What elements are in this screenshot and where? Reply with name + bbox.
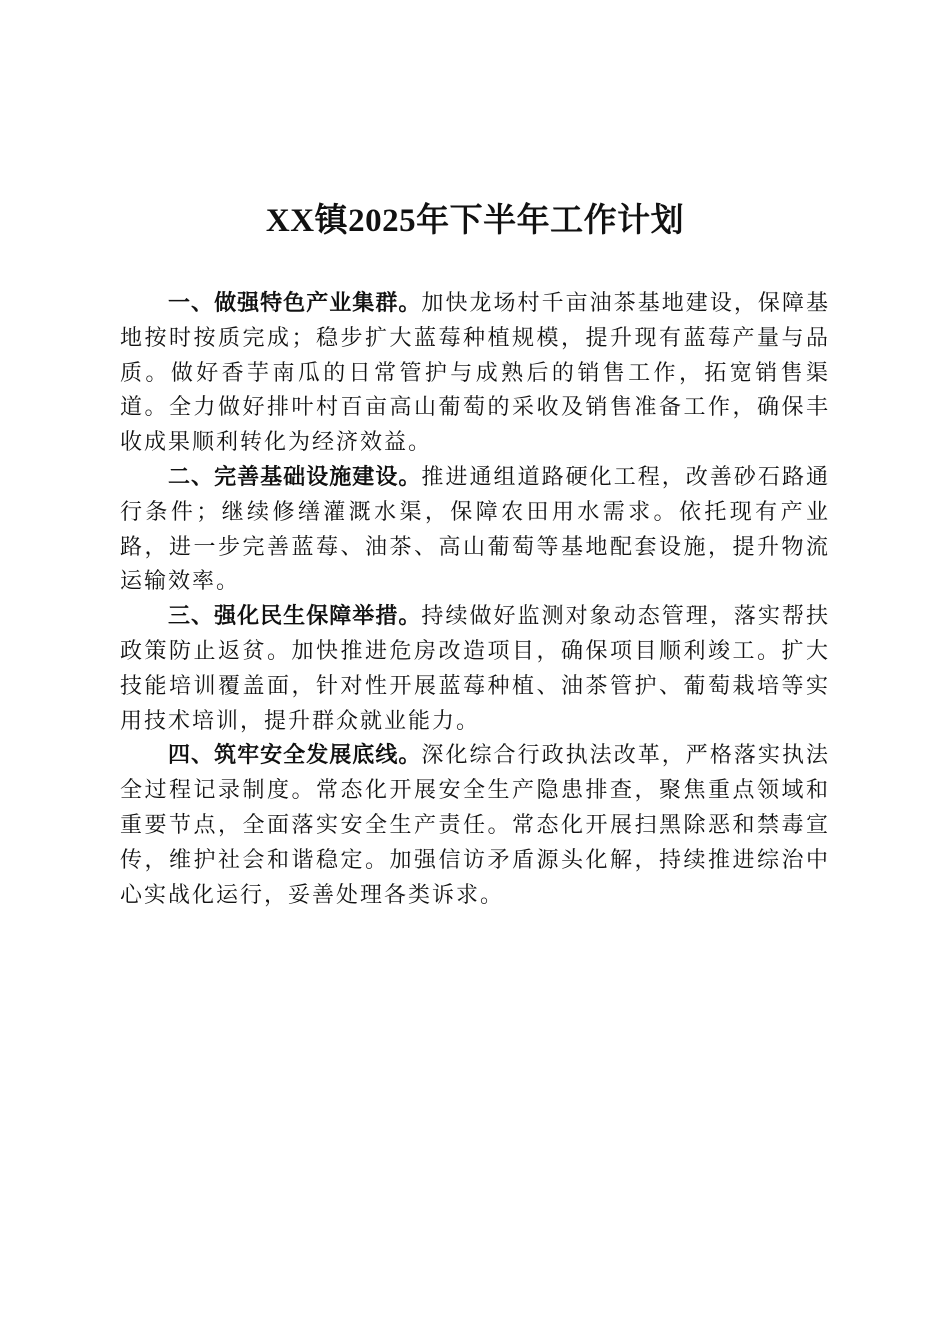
section-body: 加快龙场村千亩油茶基地建设，保障基地按时按质完成；稳步扩大蓝莓种植规模，提升现有蓝莓产量与品质。做好香芋南瓜的日常管护与成熟后的销售工作，拓宽销售渠道。全力做好排叶村百亩高山葡萄的采收及销售准备工作，确保丰收成果顺利转化为经济效益。 bbox=[120, 291, 830, 456]
section-heading: 一、做强特色产业集群。 bbox=[168, 291, 422, 316]
section-paragraph-3 bbox=[120, 600, 830, 739]
section-body: 持续做好监测对象动态管理，落实帮扶政策防止返贫。加快推进危房改造项目，确保项目顺利竣工。扩大技能培训覆盖面，针对性开展蓝莓种植、油茶管护、葡萄栽培等实用技术培训，提升群众就业能力。 bbox=[120, 604, 830, 734]
section-paragraph-4 bbox=[120, 739, 830, 913]
document-title: XX镇2025年下半年工作计划 bbox=[265, 203, 685, 239]
section-paragraph-2 bbox=[120, 461, 830, 600]
document-body bbox=[120, 287, 830, 913]
section-body: 推进通组道路硬化工程，改善砂石路通行条件；继续修缮灌溉水渠，保障农田用水需求。依托现有产业路，进一步完善蓝莓、油茶、高山葡萄等基地配套设施，提升物流运输效率。 bbox=[120, 464, 830, 595]
section-body: 深化综合行政执法改革，严格落实执法全过程记录制度。常态化开展安全生产隐患排查，聚焦重点领域和重要节点，全面落实安全生产责任。常态化开展扫黑除恶和禁毒宣传，维护社会和谐稳定。加强信访矛盾源头化解，持续推进综治中心实战化运行，妥善处理各类诉求。 bbox=[120, 743, 830, 908]
section-paragraph-1 bbox=[120, 287, 830, 461]
section-heading: 二、完善基础设施建设。 bbox=[168, 464, 422, 490]
section-heading: 三、强化民生保障举措。 bbox=[168, 604, 422, 630]
section-heading: 四、筑牢安全发展底线。 bbox=[168, 743, 422, 769]
